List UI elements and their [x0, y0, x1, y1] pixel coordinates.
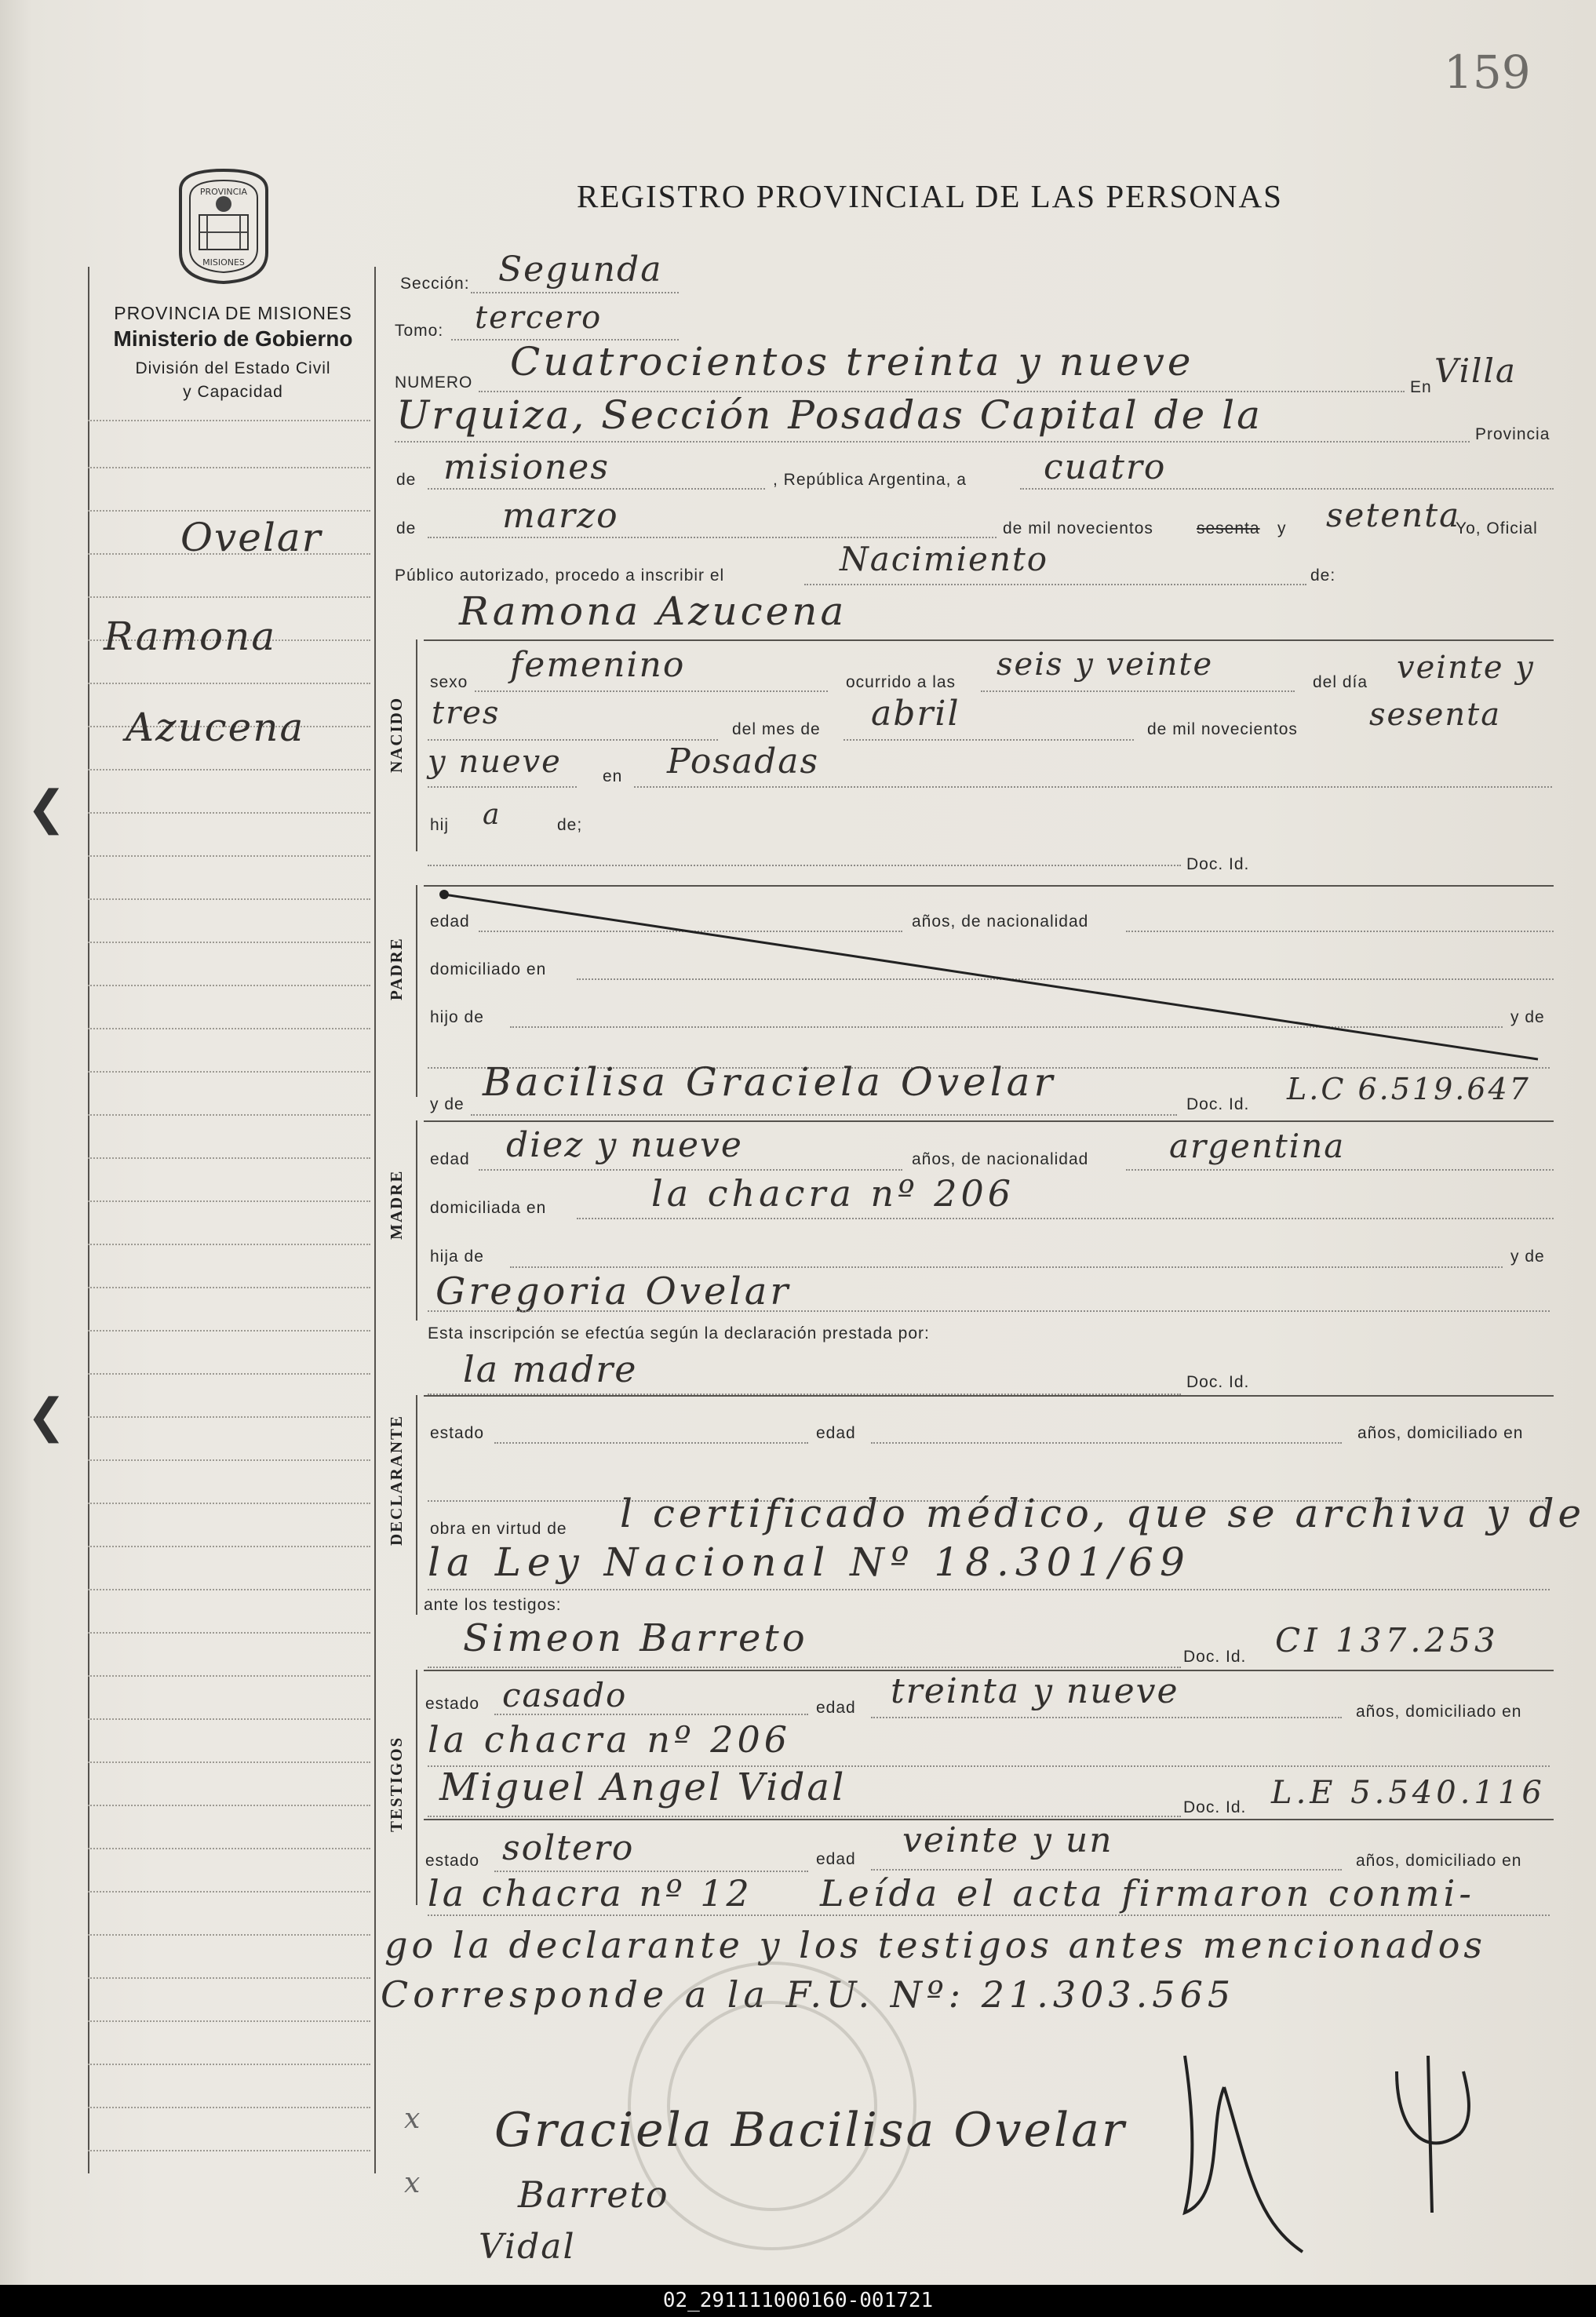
dia-value2: tres	[432, 695, 501, 731]
t1-doc-value: CI 137.253	[1275, 1621, 1499, 1659]
anio-label: de mil novecientos	[1147, 720, 1298, 738]
margin-name2: Azucena	[126, 705, 305, 750]
hij-value: a	[483, 799, 501, 831]
coat-of-arms-icon	[173, 166, 275, 286]
org-line3: División del Estado Civil	[135, 359, 331, 377]
sexo-value: femenino	[510, 645, 686, 685]
nacido-en-label: en	[603, 767, 623, 785]
nacido-doc-label: Doc. Id.	[1186, 855, 1250, 873]
section-padre: PADRE	[387, 937, 406, 1000]
numero-label: NUMERO	[395, 373, 473, 392]
obra-value2: la Ley Nacional Nº 18.301/69	[428, 1539, 1191, 1585]
svg-text:PROVINCIA: PROVINCIA	[199, 187, 248, 197]
dia-label: del día	[1313, 673, 1368, 691]
t2-doc-label: Doc. Id.	[1183, 1798, 1247, 1816]
declarante-intro: Esta inscripción se efectúa según la declaración prestada por:	[428, 1324, 930, 1342]
t1-edad: treinta y nueve	[891, 1671, 1179, 1711]
declarante-dom-label: años, domiciliado en	[1357, 1424, 1524, 1442]
cierre1: Leída el acta firmaron conmi-	[820, 1872, 1475, 1914]
hij-de-label: de;	[557, 816, 583, 834]
signature-madre: Graciela Bacilisa Ovelar	[494, 2103, 1127, 2158]
t1-nombre: Simeon Barreto	[463, 1616, 808, 1660]
closing-line2: Corresponde a la F.U. Nº: 21.303.565	[381, 1973, 1236, 2016]
en-value: Villa	[1434, 352, 1517, 390]
hora-value: seis y veinte	[997, 647, 1214, 683]
year-value: setenta	[1326, 496, 1461, 534]
seccion-value: Segunda	[498, 250, 663, 290]
madre-yde2-label: y de	[1510, 1248, 1545, 1266]
t2-doc-value: L.E 5.540.116	[1271, 1775, 1546, 1811]
madre-hija-label: hija de	[430, 1248, 484, 1266]
org-line4: y Capacidad	[183, 383, 283, 401]
madre-yde-label: y de	[430, 1095, 465, 1113]
org-line2: Ministerio de Gobierno	[113, 326, 353, 351]
staple-mark-icon: ❮	[27, 1390, 67, 1442]
t1-dom-label: años, domiciliado en	[1356, 1703, 1522, 1721]
section-madre: MADRE	[387, 1169, 406, 1240]
testigos-label: ante los testigos:	[424, 1596, 562, 1614]
padre-dom-label: domiciliado en	[430, 960, 547, 978]
org-line1: PROVINCIA DE MISIONES	[114, 303, 352, 323]
madre-dom-value: la chacra nº 206	[651, 1172, 1015, 1215]
year-struck: sesenta	[1197, 519, 1260, 537]
en-label: En	[1410, 378, 1432, 396]
provincia-label: Provincia	[1475, 425, 1550, 443]
tomo-label: Tomo:	[395, 322, 444, 340]
padre-yde-label: y de	[1510, 1008, 1545, 1026]
section-nacido: NACIDO	[387, 696, 406, 773]
folio-number: 159	[1444, 46, 1531, 99]
madre-edad-value: diez y nueve	[506, 1125, 743, 1165]
t1-estado-label: estado	[425, 1695, 480, 1713]
ocurrido-label: ocurrido a las	[846, 673, 957, 691]
signature-x2: x	[404, 2167, 422, 2199]
page-title: REGISTRO PROVINCIAL DE LAS PERSONAS	[577, 178, 1283, 214]
staple-mark-icon: ❮	[27, 781, 67, 834]
year-y: y	[1277, 519, 1287, 537]
dia-value: veinte y	[1397, 650, 1535, 686]
t2-dom: la chacra nº 12	[428, 1872, 752, 1914]
signature-x1: x	[404, 2103, 422, 2135]
madre-nac-label: años, de nacionalidad	[912, 1150, 1089, 1168]
madre-nac-value: argentina	[1169, 1127, 1346, 1165]
section-testigos: TESTIGOS	[387, 1736, 406, 1832]
padre-edad-label: edad	[430, 913, 470, 931]
oficial-label: Yo, Oficial	[1456, 519, 1538, 537]
republica-label: , República Argentina, a	[773, 471, 967, 489]
declarante-quien: la madre	[463, 1348, 638, 1390]
t1-estado: casado	[502, 1676, 628, 1714]
year-label: de mil novecientos	[1003, 519, 1153, 537]
margin-name1: Ramona	[104, 614, 277, 659]
seccion-label: Sección:	[400, 275, 470, 293]
obra-value: l certificado médico, que se archiva y de	[620, 1491, 1586, 1536]
signature-official-scribble	[1161, 2040, 1522, 2268]
provincia-value: misiones	[443, 447, 610, 487]
declarante-doc-label: Doc. Id.	[1186, 1373, 1250, 1391]
closing-line1: go la declarante y los testigos antes mencionados	[384, 1924, 1487, 1966]
t2-edad-label: edad	[816, 1850, 856, 1868]
margin-right-border	[374, 267, 376, 2173]
mes-label: del mes de	[732, 720, 821, 738]
mes-value: abril	[871, 694, 960, 734]
day-value: cuatro	[1044, 447, 1167, 487]
sexo-label: sexo	[430, 673, 468, 691]
acto-value: Nacimiento	[840, 540, 1049, 578]
t2-nombre: Miguel Angel Vidal	[439, 1765, 847, 1809]
t1-doc-label: Doc. Id.	[1183, 1648, 1247, 1666]
declarante-edad-label: edad	[816, 1424, 856, 1442]
madre-nombre: Bacilisa Graciela Ovelar	[483, 1059, 1057, 1105]
padre-hijo-label: hijo de	[430, 1008, 484, 1026]
tomo-value: tercero	[475, 300, 603, 336]
section-declarante: DECLARANTE	[387, 1414, 406, 1546]
signature-testigo2: Vidal	[479, 2227, 576, 2267]
de-label: de	[396, 471, 417, 489]
lugar-value: Posadas	[667, 741, 820, 781]
place-line: Urquiza, Sección Posadas Capital de la	[396, 392, 1263, 438]
madre-doc-label: Doc. Id.	[1186, 1095, 1250, 1113]
padre-void-strike	[432, 887, 1546, 1067]
nombre-value: Ramona Azucena	[459, 588, 847, 634]
numero-value: Cuatrocientos treinta y nueve	[510, 339, 1194, 384]
anio-value: sesenta	[1369, 697, 1502, 733]
de2-label: de	[396, 519, 417, 537]
anio-value2: y nueve	[428, 744, 562, 780]
padre-nac-label: años, de nacionalidad	[912, 913, 1089, 931]
t2-estado-label: estado	[425, 1852, 480, 1870]
t1-edad-label: edad	[816, 1699, 856, 1717]
t1-dom: la chacra nº 206	[428, 1718, 792, 1761]
madre-edad-label: edad	[430, 1150, 470, 1168]
signature-testigo1: Barreto	[518, 2173, 669, 2216]
de3-label: de:	[1310, 566, 1336, 585]
t2-estado: soltero	[502, 1828, 635, 1868]
t2-dom-label: años, domiciliado en	[1356, 1852, 1522, 1870]
hij-label: hij	[430, 816, 450, 834]
t2-edad: veinte y un	[902, 1820, 1113, 1860]
declarante-estado-label: estado	[430, 1424, 485, 1442]
document-id-footer: 02_291111000160-001721	[0, 2285, 1596, 2317]
month-value: marzo	[502, 496, 619, 536]
madre-padres: Gregoria Ovelar	[435, 1270, 792, 1313]
svg-text:MISIONES: MISIONES	[202, 257, 245, 268]
publico-label: Público autorizado, procedo a inscribir el	[395, 566, 725, 585]
margin-surname: Ovelar	[180, 515, 322, 560]
obra-label: obra en virtud de	[430, 1520, 567, 1538]
madre-doc-value: L.C 6.519.647	[1287, 1072, 1531, 1106]
madre-dom-label: domiciliada en	[430, 1199, 547, 1217]
